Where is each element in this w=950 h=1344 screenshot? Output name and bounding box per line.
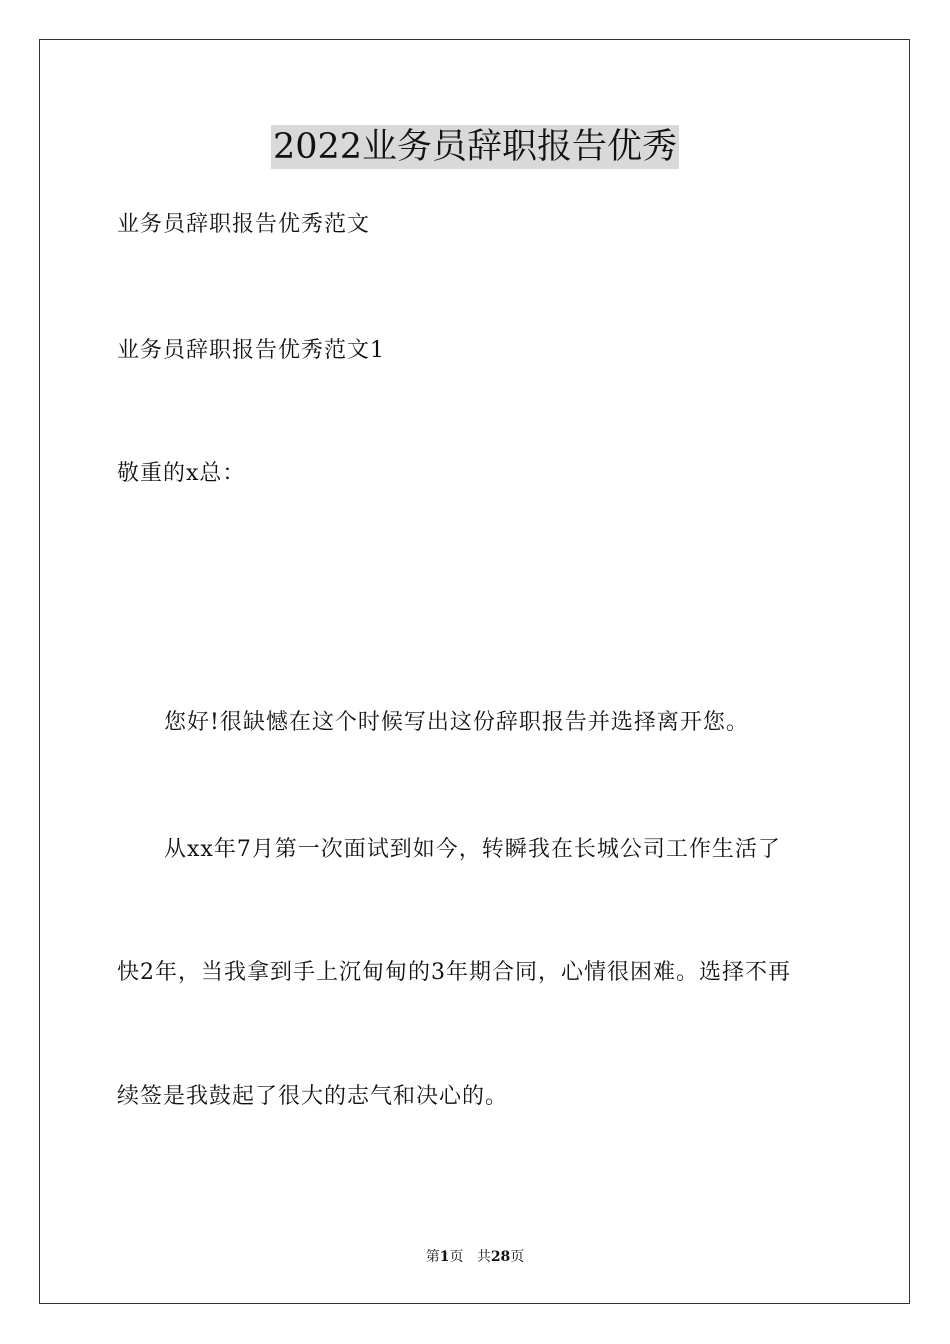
page-suffix: 页 (449, 1249, 464, 1265)
total-suffix: 页 (510, 1249, 525, 1265)
paragraph-line: 快2年，当我拿到手上沉甸甸的3年期合同，心情很困难。选择不再 (117, 960, 791, 985)
document-title: 2022业务员辞职报告优秀 (272, 127, 678, 167)
paragraph-line: 续签是我鼓起了很大的志气和决心的。 (117, 1084, 509, 1109)
salutation: 敬重的x总： (117, 461, 246, 486)
page-number: 1 (439, 1249, 450, 1265)
subsection-heading: 业务员辞职报告优秀范文1 (117, 338, 385, 363)
page-prefix: 第 (425, 1249, 440, 1265)
paragraph-line: 您好!很缺憾在这个时候写出这份辞职报告并选择离开您。 (164, 710, 749, 735)
section-heading: 业务员辞职报告优秀范文 (117, 212, 371, 237)
title-container (0, 125, 950, 169)
total-prefix: 共 (476, 1249, 491, 1265)
page-footer (0, 1247, 950, 1267)
total-pages: 28 (490, 1249, 511, 1265)
paragraph-line: 从xx年7月第一次面试到如今，转瞬我在长城公司工作生活了 (164, 837, 781, 862)
